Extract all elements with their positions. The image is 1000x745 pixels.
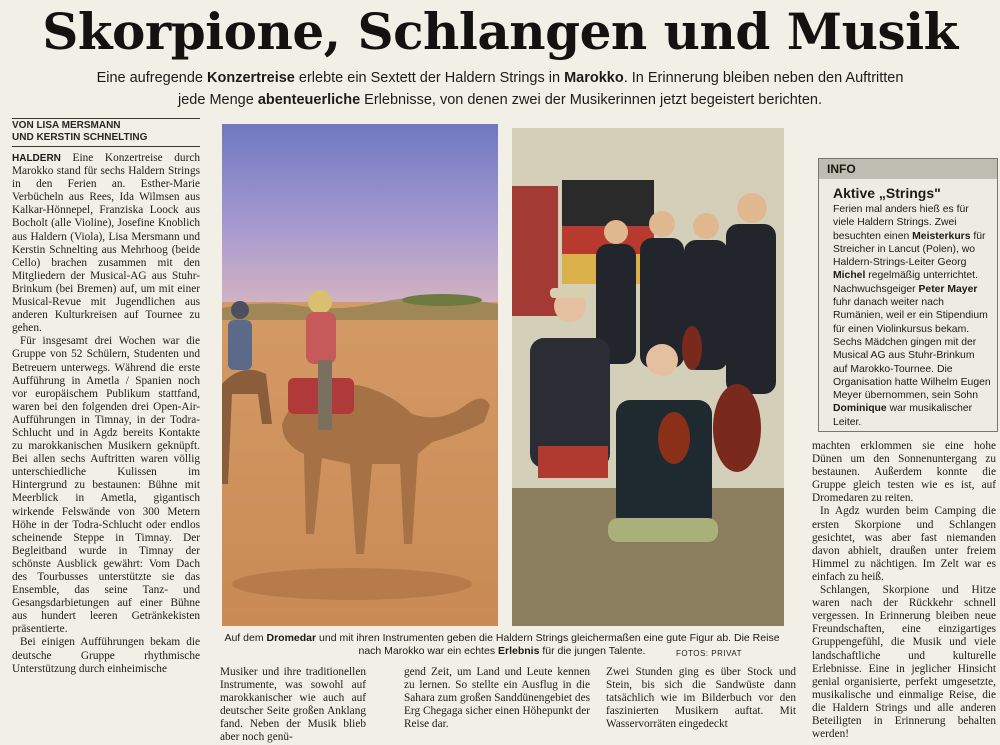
camel-photo [222,124,498,626]
byline: VON LISA MERSMANN UND KERSTIN SCHNELTING [12,120,148,143]
byline-rule [12,118,200,119]
article-column-3: gend Zeit, um Land und Leute kennen zu lernen. So stellte ein Ausflug in die Sahara zum großen Sanddünengebiet des Erg Chegaga sicher einen Höhepunkt der Reise dar. [404,666,590,731]
camel-photo-image [222,124,498,626]
info-body: Ferien mal anders hieß es für viele Haldern Strings. Zwei besuchten einen Meisterkurs für Streicher in Lancut (Polen), wo Haldern-Strings-Leiter Georg Michel regelmäßig unterrichtet. Nachwuchsgeiger Peter Mayer fuhr danach weiter nach Rumänien, weil er ein Stipendium für einen Violinkursus bekam. Sechs Mädchen gingen mit der Musical AG aus Stuhr-Brinkum auf Marokko-Tournee. Die Organisation hatte Wilhelm Eugen Meyer übernommen, sein Sohn Dominique war musikalischer Leiter. [833,204,991,428]
photo-credit: FOTOS: PRIVAT [675,649,742,658]
photo-caption: Auf dem Dromedar und mit ihren Instrumenten geben die Haldern Strings gleichermaßen eine gute Figur ab. Die Reise nach Marokko war ein echtes Erlebnis für die jungen Talente. FOTOS: PRIVAT [224,632,780,658]
headline: Skorpione, Schlangen und Musik [42,2,958,61]
article-column-1: HALDERN Eine Konzertreise durch Marokko stand für sechs Haldern Strings in den Ferien an. Esther-Marie Verbücheln aus Rees, Ida Wilmsen aus Kalkar-Hönnepel, Franziska Loock aus Bocholt (alle Violine), Josefine Knoblich aus Haldern (Viola), Lisa Mersmann und Kerstin Schnelting aus Mehrhoog (beide Cello) brachen zusammen mit den Mitgliedern der Musical-AG aus Stuhr-Brinkum (bei Bremen) auf, um mit einer Musical-Revue mit Jugendlichen aus anderen Kulturkreisen auf Tournee zu gehen. Für insgesamt drei Wochen war die Gruppe von 52 Schülern, Studenten und Betreuern unterwegs. Während die erste Aufführung in Ametla / Spanien noch vor europäischem Publikum stattfand, waren bei den folgenden drei Open-Air-Aufführungen in Timnay, in der Todra-Schlucht und in Agdz bereits Kontakte zu marokkanischen Musikern geknüpft. Bei allen sechs Auftritten waren völlig unterschiedliche Kulissen im Hintergrund zu bestaunen: Bühne mit Meerblick in Ametla, gigantisch wirkende Felswände von 300 Metern Höhe in der Todra-Schlucht oder endlos scheinende Steppe in Timnay. Der Begleitband wurde in Timnay der schönste Ausblick gewährt: Vom Dach des Tourbusses unterstützte sie das Ensemble, das seine Tanz- und Gesangsdarbietungen auf einer Bühne aus hundert leeren Getränkekisten präsentierte. Bei einigen Aufführungen bekam die deutsche Gruppe rhythmische Unterstützung durch einheimische [12,152,200,675]
lead-paragraph: Eine aufregende Konzertreise erlebte ein Sextett der Haldern Strings in Marokko. In Erinnerung bleiben neben den Auftritten jede Menge abenteuerliche Erlebnisse, von denen zwei der Musikerinnen jetzt begeistert berichten. [96,70,904,108]
info-box [818,158,998,432]
info-label: INFO [819,159,997,179]
article-column-2: Musiker und ihre traditionellen Instrumente, was sowohl auf marokkanischer wie auch auf deutscher Seite großen Anklang fand. Neben der Musik blieb aber noch genü- [220,666,366,744]
article-column-5: machten erklommen sie eine hohe Dünen um den Sonnenuntergang zu bestaunen. Außerdem konnte die Gruppe gleich testen wie es ist, auf Dromedaren zu reiten. In Agdz wurden beim Camping die ersten Skorpione und Schlangen gesichtet, was aber fast niemanden davon abhielt, draußen unter freiem Himmel zu nächtigen. Im Zelt war es einfach zu heiß. Schlangen, Skorpione und Hitze waren nach der Rückkehr schnell vergessen. In Erinnerung bleiben neue Freundschaften, eine einzigartiges Gruppengefühl, die Musik und viele landschaftliche und kulturelle Erlebnisse. Eine in jeglicher Hinsicht genial organisierte, perfekt umgesetzte, musikalische und einmalige Reise, die die Haldern Strings und alle anderen Beteiligten in Erinnerung behalten werden! [812,440,996,741]
article-column-4: Zwei Stunden ging es über Stock und Stein, bis sich die Sandwüste dann tatsächlich wie im Bilderbuch vor den faszinierten Musikern auftat. Mit Wasservorräten eingedeckt [606,666,796,731]
byline-rule-bottom [12,146,200,147]
group-photo [512,128,784,626]
group-photo-image [512,128,784,626]
info-title: Aktive „Strings" [833,185,941,201]
